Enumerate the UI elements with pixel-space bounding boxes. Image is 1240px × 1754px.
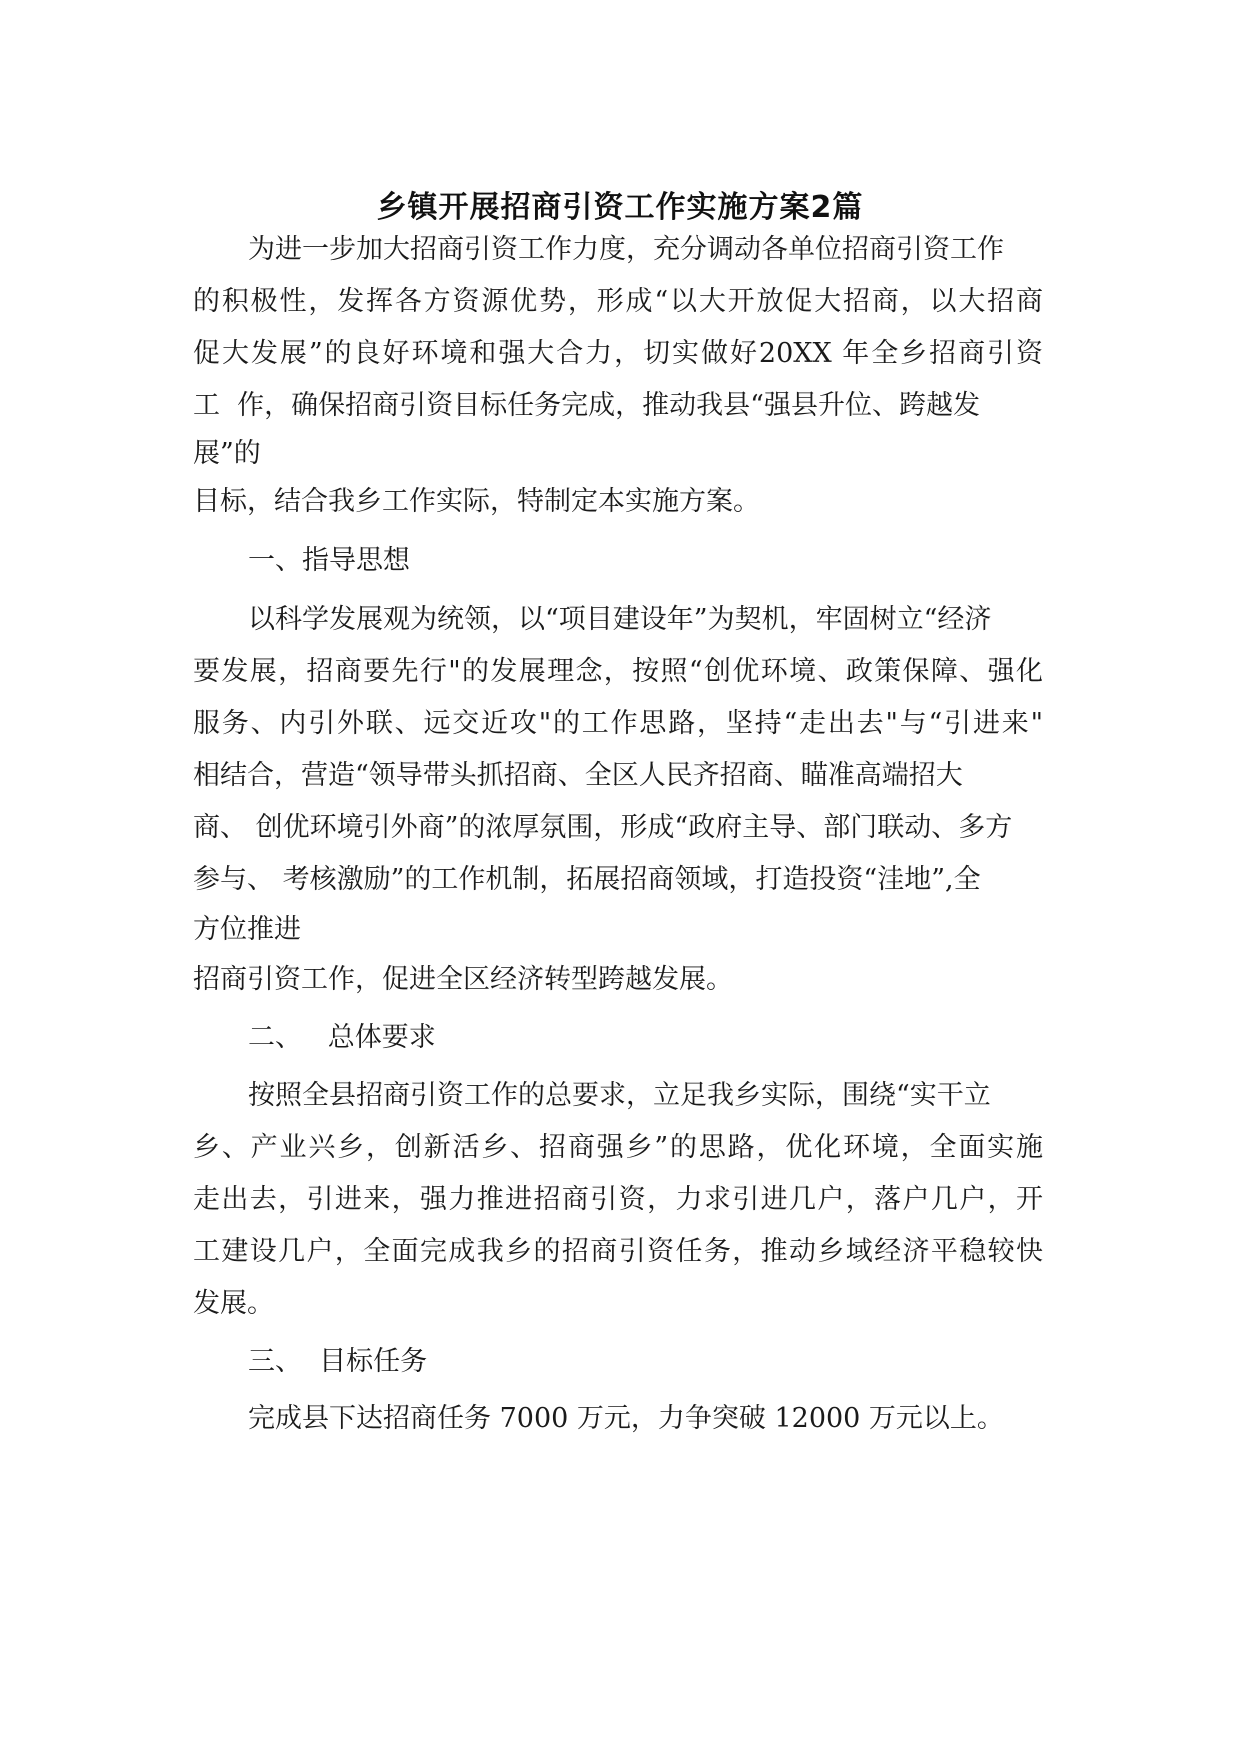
paragraph-line: 展”的: [193, 438, 261, 469]
paragraph-line: 发展。: [193, 1288, 274, 1319]
paragraph-line: 工 作，确保招商引资目标任务完成，推动我县“强县升位、跨越发: [193, 390, 980, 421]
paragraph-line: 方位推进: [193, 914, 301, 945]
paragraph-line: 以科学发展观为统领，以“项目建设年”为契机，牢固树立“经济: [248, 604, 992, 635]
paragraph-line: 目标，结合我乡工作实际，特制定本实施方案。: [193, 486, 760, 517]
paragraph-line: 促大发展”的良好环境和强大合力，切实做好20XX 年全乡招商引资: [193, 338, 1043, 369]
section-heading: 一、指导思想: [248, 545, 410, 576]
paragraph-line: 的积极性，发挥各方资源优势，形成“以大开放促大招商，以大招商: [193, 286, 1043, 317]
paragraph-line: 工建设几户，全面完成我乡的招商引资任务，推动乡域经济平稳较快: [193, 1236, 1043, 1267]
paragraph-line: 参与、 考核激励”的工作机制，拓展招商领域，打造投资“洼地”,全: [193, 864, 981, 895]
paragraph-line: 按照全县招商引资工作的总要求，立足我乡实际，围绕“实干立: [248, 1080, 991, 1111]
paragraph-line: 服务、内引外联、远交近攻"的工作思路，坚持“走出去"与“引进来": [193, 708, 1043, 739]
paragraph-line: 完成县下达招商任务 7000 万元，力争突破 12000 万元以上。: [248, 1403, 1004, 1434]
paragraph-line: 乡、产业兴乡，创新活乡、招商强乡”的思路，优化环境，全面实施: [193, 1132, 1043, 1163]
paragraph-line: 为进一步加大招商引资工作力度，充分调动各单位招商引资工作: [248, 234, 1004, 265]
paragraph-line: 要发展，招商要先行"的发展理念，按照“创优环境、政策保障、强化: [193, 656, 1043, 687]
section-heading: 二、 总体要求: [248, 1022, 436, 1053]
paragraph-line: 招商引资工作，促进全区经济转型跨越发展。: [193, 964, 733, 995]
paragraph-line: 走出去，引进来，强力推进招商引资，力求引进几户，落户几户，开: [193, 1184, 1043, 1215]
paragraph-line: 相结合，营造“领导带头抓招商、全区人民齐招商、瞄准高端招大: [193, 760, 963, 791]
section-heading: 三、 目标任务: [248, 1346, 428, 1377]
document-title: 乡镇开展招商引资工作实施方案2篇: [376, 190, 864, 225]
paragraph-line: 商、 创优环境引外商”的浓厚氛围，形成“政府主导、部门联动、多方: [193, 812, 1013, 843]
